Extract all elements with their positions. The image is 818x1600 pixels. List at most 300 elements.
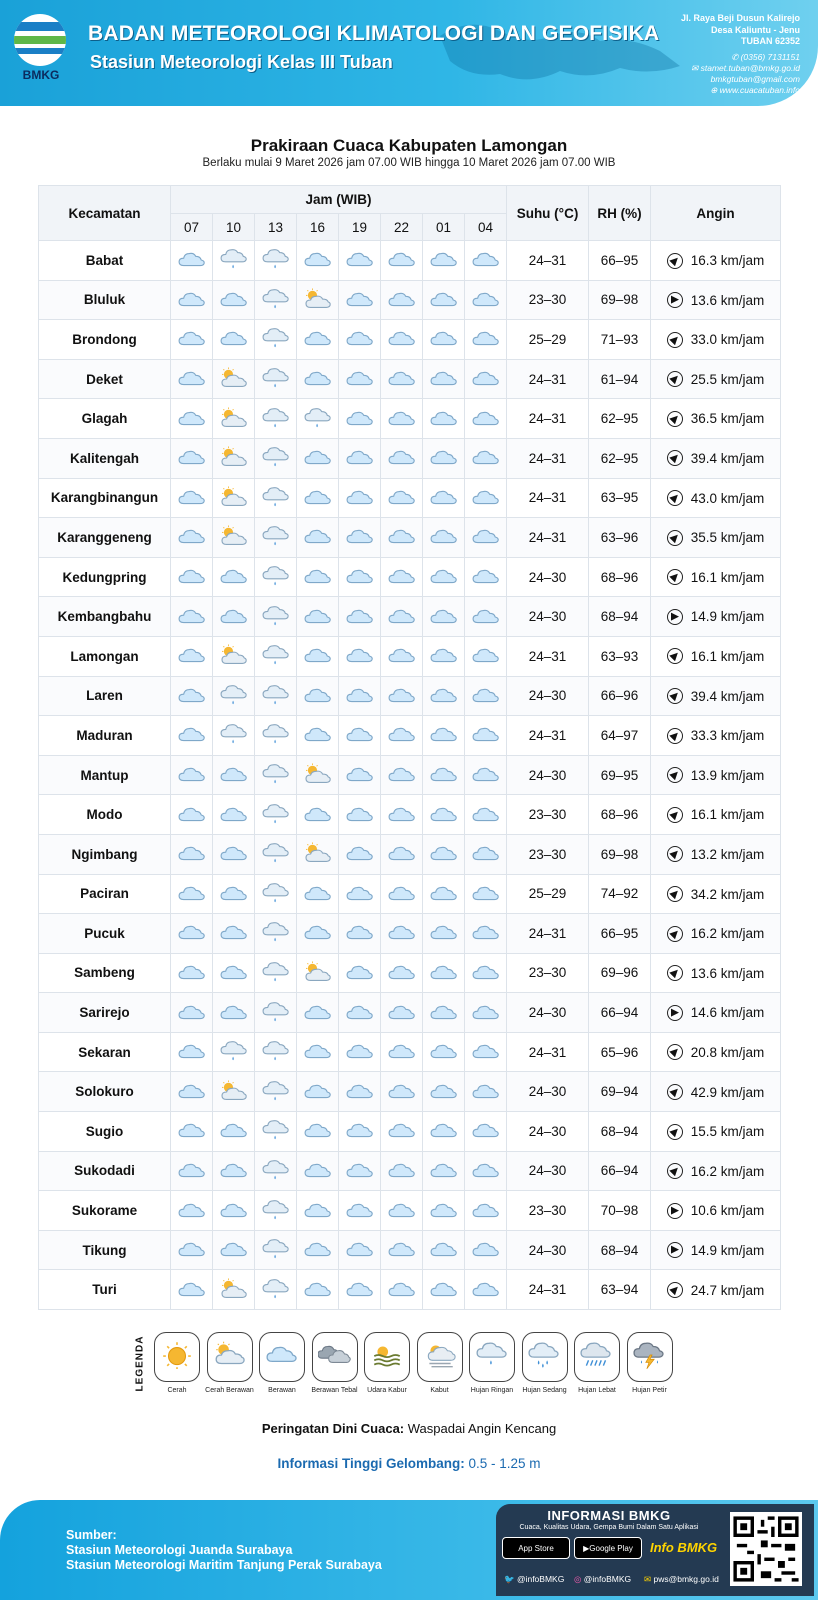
weather-cell — [339, 557, 381, 597]
kecamatan-name: Brondong — [39, 320, 171, 360]
berawan-icon — [423, 446, 464, 470]
weather-cell — [465, 518, 507, 558]
header-angin: Angin — [651, 186, 781, 241]
weather-cell — [381, 1072, 423, 1112]
weather-cell — [339, 1230, 381, 1270]
berawan-icon — [381, 446, 422, 470]
weather-cell — [381, 1270, 423, 1310]
hujan-sedang-icon — [528, 1341, 562, 1374]
header-kecamatan: Kecamatan — [39, 186, 171, 241]
header-suhu: Suhu (°C) — [507, 186, 589, 241]
wind-cell — [651, 795, 781, 835]
table-row — [39, 1230, 781, 1270]
hujan-ringan-icon — [255, 684, 296, 708]
kecamatan-name: Paciran — [39, 874, 171, 914]
weather-cell — [297, 1072, 339, 1112]
cerah-berawan-icon — [213, 446, 254, 470]
wind-cell — [651, 874, 781, 914]
berawan-tebal-icon — [318, 1341, 352, 1374]
kabut-icon — [423, 1341, 457, 1374]
berawan-icon — [171, 803, 212, 827]
humidity-cell: 61–94 — [589, 359, 651, 399]
weather-cell — [255, 399, 297, 439]
weather-cell — [339, 1032, 381, 1072]
berawan-icon — [171, 1040, 212, 1064]
weather-cell — [297, 755, 339, 795]
wave-info: Informasi Tinggi Gelombang: 0.5 - 1.25 m — [277, 1456, 541, 1471]
humidity-cell: 63–96 — [589, 518, 651, 558]
weather-cell — [297, 518, 339, 558]
hujan-ringan-icon — [255, 763, 296, 787]
weather-cell — [465, 1151, 507, 1191]
weather-cell — [255, 1270, 297, 1310]
weather-cell — [465, 953, 507, 993]
temperature-cell: 23–30 — [507, 280, 589, 320]
table-row — [39, 636, 781, 676]
weather-cell — [255, 597, 297, 637]
weather-cell — [255, 914, 297, 954]
wind-cell — [651, 1151, 781, 1191]
cerah-berawan-icon — [297, 288, 338, 312]
temperature-cell: 24–31 — [507, 1270, 589, 1310]
wind-direction-icon — [667, 648, 683, 664]
weather-cell — [423, 399, 465, 439]
berawan-icon — [339, 1040, 380, 1064]
weather-cell — [381, 1112, 423, 1152]
berawan-icon — [339, 327, 380, 351]
weather-cell — [213, 914, 255, 954]
berawan-icon — [297, 921, 338, 945]
weather-cell — [339, 597, 381, 637]
legend-item-label: Berawan Tebal — [311, 1387, 358, 1394]
weather-cell — [297, 676, 339, 716]
weather-cell — [297, 557, 339, 597]
hujan-ringan-icon — [255, 367, 296, 391]
instagram-handle[interactable]: ◎ @infoBMKG — [574, 1574, 632, 1584]
table-row — [39, 1032, 781, 1072]
weather-cell — [213, 676, 255, 716]
weather-cell — [465, 795, 507, 835]
kecamatan-name: Turi — [39, 1270, 171, 1310]
weather-cell — [297, 874, 339, 914]
humidity-cell: 66–95 — [589, 241, 651, 281]
kecamatan-name: Modo — [39, 795, 171, 835]
station-subtitle: Stasiun Meteorologi Kelas III Tuban — [90, 52, 393, 72]
berawan-icon — [339, 1238, 380, 1262]
temperature-cell: 24–31 — [507, 241, 589, 281]
legend-item — [152, 1332, 202, 1394]
berawan-icon — [213, 327, 254, 351]
weather-cell — [213, 636, 255, 676]
hujan-ringan-icon — [255, 486, 296, 510]
temperature-cell: 24–30 — [507, 1112, 589, 1152]
berawan-icon — [213, 921, 254, 945]
wind-cell — [651, 914, 781, 954]
weather-cell — [465, 636, 507, 676]
berawan-icon — [339, 921, 380, 945]
weather-cell — [465, 359, 507, 399]
weather-cell — [423, 1230, 465, 1270]
weather-cell — [213, 874, 255, 914]
hujan-ringan-icon — [213, 723, 254, 747]
weather-cell — [465, 280, 507, 320]
berawan-icon — [171, 684, 212, 708]
berawan-icon — [339, 803, 380, 827]
humidity-cell: 63–93 — [589, 636, 651, 676]
temperature-cell: 24–30 — [507, 1230, 589, 1270]
temperature-cell: 23–30 — [507, 953, 589, 993]
table-row — [39, 478, 781, 518]
wind-speed: 20.8 km/jam — [690, 1044, 765, 1060]
cerah-berawan-icon — [297, 961, 338, 985]
berawan-icon — [465, 525, 506, 549]
info-title: INFORMASI BMKG — [547, 1508, 671, 1523]
temperature-cell: 23–30 — [507, 1191, 589, 1231]
berawan-icon — [381, 921, 422, 945]
kecamatan-name: Tikung — [39, 1230, 171, 1270]
berawan-icon — [213, 1119, 254, 1143]
weather-cell — [255, 1112, 297, 1152]
hujan-ringan-icon — [213, 684, 254, 708]
wind-direction-icon — [667, 411, 683, 427]
hour-header: 04 — [465, 214, 507, 241]
hujan-ringan-icon — [255, 803, 296, 827]
weather-cell — [465, 597, 507, 637]
weather-cell — [171, 874, 213, 914]
weather-cell — [171, 1230, 213, 1270]
email-text-1: ✉ stamet.tuban@bmkg.go.id — [691, 62, 800, 73]
legend-item-label: Udara Kabur — [367, 1387, 407, 1394]
email-contact[interactable]: ✉ pws@bmkg.go.id — [644, 1574, 719, 1584]
kecamatan-name: Kembangbahu — [39, 597, 171, 637]
berawan-icon — [339, 644, 380, 668]
kecamatan-name: Kedungpring — [39, 557, 171, 597]
berawan-icon — [213, 1199, 254, 1223]
wind-direction-icon — [667, 450, 683, 466]
temperature-cell: 24–31 — [507, 438, 589, 478]
weather-cell — [213, 320, 255, 360]
berawan-icon — [339, 1199, 380, 1223]
weather-cell — [255, 438, 297, 478]
weather-cell — [297, 914, 339, 954]
app-store-button[interactable]: App Store — [502, 1537, 570, 1559]
berawan-icon — [171, 605, 212, 629]
hujan-ringan-icon — [255, 565, 296, 589]
wind-speed: 13.6 km/jam — [690, 965, 765, 981]
berawan-icon — [171, 565, 212, 589]
weather-cell — [297, 597, 339, 637]
berawan-icon — [381, 525, 422, 549]
berawan-icon — [465, 446, 506, 470]
wind-direction-icon — [667, 490, 683, 506]
weather-cell — [213, 953, 255, 993]
wind-cell — [651, 1270, 781, 1310]
wind-direction-icon — [667, 1124, 683, 1140]
berawan-icon — [381, 763, 422, 787]
berawan-icon — [297, 882, 338, 906]
weather-cell — [465, 1112, 507, 1152]
berawan-icon — [465, 644, 506, 668]
header-banner — [0, 0, 818, 106]
berawan-icon — [171, 1159, 212, 1183]
weather-cell — [171, 1112, 213, 1152]
weather-cell — [171, 1270, 213, 1310]
weather-cell — [255, 557, 297, 597]
weather-cell — [213, 993, 255, 1033]
kecamatan-name: Sukorame — [39, 1191, 171, 1231]
wind-direction-icon — [667, 609, 683, 625]
weather-cell — [297, 359, 339, 399]
weather-cell — [255, 953, 297, 993]
weather-cell — [297, 438, 339, 478]
weather-cell — [255, 1230, 297, 1270]
temperature-cell: 24–30 — [507, 597, 589, 637]
wind-direction-icon — [667, 371, 683, 387]
weather-cell — [213, 755, 255, 795]
phone-text: ✆ (0356) 7131151 — [731, 51, 800, 62]
hujan-ringan-icon — [255, 327, 296, 351]
kecamatan-name: Bluluk — [39, 280, 171, 320]
weather-cell — [255, 241, 297, 281]
humidity-cell: 68–96 — [589, 557, 651, 597]
wind-cell — [651, 518, 781, 558]
weather-cell — [423, 716, 465, 756]
humidity-cell: 74–92 — [589, 874, 651, 914]
wind-direction-icon — [667, 332, 683, 348]
hour-header: 22 — [381, 214, 423, 241]
weather-cell — [423, 597, 465, 637]
wind-speed: 14.6 km/jam — [690, 1005, 765, 1021]
hujan-ringan-icon — [255, 446, 296, 470]
berawan-icon — [339, 1159, 380, 1183]
kecamatan-name: Mantup — [39, 755, 171, 795]
berawan-icon — [339, 525, 380, 549]
berawan-icon — [213, 565, 254, 589]
wind-speed: 15.5 km/jam — [690, 1124, 765, 1140]
berawan-icon — [297, 446, 338, 470]
cerah-berawan-icon — [213, 644, 254, 668]
temperature-cell: 24–31 — [507, 716, 589, 756]
berawan-icon — [465, 367, 506, 391]
berawan-icon — [213, 763, 254, 787]
berawan-icon — [465, 763, 506, 787]
weather-cell — [297, 1230, 339, 1270]
info-subtitle: Cuaca, Kualitas Udara, Gempa Bumi Dalam Satu Aplikasi — [519, 1524, 699, 1531]
berawan-icon — [423, 1199, 464, 1223]
info-bmkg-app-name: Info BMKG — [650, 1540, 718, 1555]
berawan-icon — [171, 1119, 212, 1143]
berawan-icon — [339, 842, 380, 866]
kecamatan-name: Lamongan — [39, 636, 171, 676]
berawan-icon — [381, 1199, 422, 1223]
twitter-handle[interactable]: 🐦 @infoBMKG — [504, 1574, 565, 1584]
weather-cell — [297, 993, 339, 1033]
berawan-icon — [213, 1001, 254, 1025]
kecamatan-name: Deket — [39, 359, 171, 399]
footer-banner — [0, 1500, 818, 1600]
table-row — [39, 438, 781, 478]
legend-item — [310, 1332, 360, 1394]
berawan-icon — [339, 961, 380, 985]
weather-cell — [297, 280, 339, 320]
weather-cell — [213, 478, 255, 518]
weather-cell — [339, 795, 381, 835]
berawan-icon — [213, 288, 254, 312]
humidity-cell: 70–98 — [589, 1191, 651, 1231]
berawan-icon — [381, 842, 422, 866]
berawan-icon — [297, 1040, 338, 1064]
weather-cell — [465, 874, 507, 914]
berawan-icon — [171, 1001, 212, 1025]
table-row — [39, 914, 781, 954]
weather-cell — [423, 636, 465, 676]
google-play-button[interactable]: ▶ Google Play — [574, 1537, 642, 1559]
hujan-ringan-icon — [255, 1199, 296, 1223]
berawan-icon — [171, 882, 212, 906]
weather-cell — [381, 241, 423, 281]
wind-speed: 16.1 km/jam — [690, 807, 765, 823]
weather-cell — [339, 478, 381, 518]
berawan-icon — [423, 1238, 464, 1262]
berawan-icon — [171, 407, 212, 431]
wind-cell — [651, 320, 781, 360]
wind-speed: 16.2 km/jam — [690, 926, 765, 942]
weather-cell — [213, 399, 255, 439]
wind-direction-icon — [667, 886, 683, 902]
table-row — [39, 280, 781, 320]
weather-cell — [339, 320, 381, 360]
cerah-berawan-icon — [213, 1341, 247, 1374]
berawan-icon — [171, 723, 212, 747]
weather-cell — [381, 597, 423, 637]
weather-cell — [255, 478, 297, 518]
berawan-icon — [423, 763, 464, 787]
weather-cell — [465, 1032, 507, 1072]
weather-cell — [255, 1151, 297, 1191]
berawan-icon — [171, 1199, 212, 1223]
weather-cell — [423, 241, 465, 281]
humidity-cell: 68–94 — [589, 597, 651, 637]
berawan-icon — [423, 961, 464, 985]
station-address: Jl. Raya Beji Dusun Kalirejo Desa Kaliuntu - Jenu TUBAN 62352 ✆ (0356) 7131151 ✉ stamet.tuban@bmkg.go.id bmkgtuban@gmail.com ⊕ www.cuacatuban.info — [680, 13, 800, 95]
hujan-ringan-icon — [255, 1159, 296, 1183]
berawan-icon — [465, 961, 506, 985]
weather-cell — [213, 597, 255, 637]
berawan-icon — [381, 1119, 422, 1143]
table-row — [39, 1112, 781, 1152]
weather-cell — [381, 438, 423, 478]
wind-cell — [651, 834, 781, 874]
wind-cell — [651, 478, 781, 518]
hujan-ringan-icon — [255, 842, 296, 866]
qr-code[interactable] — [730, 1512, 802, 1586]
humidity-cell: 66–94 — [589, 993, 651, 1033]
wind-direction-icon — [667, 569, 683, 585]
cerah-berawan-icon — [213, 407, 254, 431]
legend-item — [572, 1332, 622, 1394]
weather-cell — [381, 518, 423, 558]
wind-direction-icon — [667, 767, 683, 783]
berawan-icon — [171, 1238, 212, 1262]
humidity-cell: 63–95 — [589, 478, 651, 518]
berawan-icon — [297, 1001, 338, 1025]
berawan-icon — [339, 486, 380, 510]
weather-cell — [339, 241, 381, 281]
wind-direction-icon — [667, 688, 683, 704]
indonesia-map-graphic — [430, 6, 690, 96]
hujan-ringan-icon — [255, 1238, 296, 1262]
weather-cell — [297, 795, 339, 835]
berawan-icon — [297, 1119, 338, 1143]
wind-speed: 39.4 km/jam — [690, 450, 765, 466]
kecamatan-name: Laren — [39, 676, 171, 716]
berawan-icon — [171, 367, 212, 391]
legend-item — [520, 1332, 570, 1394]
humidity-cell: 69–98 — [589, 834, 651, 874]
berawan-icon — [339, 1119, 380, 1143]
weather-cell — [339, 1191, 381, 1231]
weather-cell — [255, 834, 297, 874]
humidity-cell: 69–96 — [589, 953, 651, 993]
berawan-icon — [465, 1040, 506, 1064]
weather-cell — [423, 359, 465, 399]
berawan-icon — [423, 684, 464, 708]
weather-cell — [423, 993, 465, 1033]
berawan-icon — [465, 1278, 506, 1302]
weather-cell — [339, 755, 381, 795]
wind-speed: 43.0 km/jam — [690, 490, 765, 506]
hour-header: 01 — [423, 214, 465, 241]
cerah-berawan-icon — [213, 1278, 254, 1302]
berawan-icon — [381, 367, 422, 391]
weather-cell — [381, 914, 423, 954]
page-title: Prakiraan Cuaca Kabupaten Lamongan — [250, 136, 568, 155]
wind-direction-icon — [667, 1242, 683, 1258]
weather-cell — [255, 1072, 297, 1112]
weather-cell — [213, 716, 255, 756]
table-row — [39, 1151, 781, 1191]
weather-cell — [255, 280, 297, 320]
wind-speed: 16.2 km/jam — [690, 1163, 765, 1179]
berawan-icon — [381, 288, 422, 312]
weather-cell — [255, 1032, 297, 1072]
hour-header: 19 — [339, 214, 381, 241]
berawan-icon — [381, 1238, 422, 1262]
berawan-icon — [213, 1159, 254, 1183]
humidity-cell: 63–94 — [589, 1270, 651, 1310]
berawan-icon — [297, 1080, 338, 1104]
weather-cell — [381, 320, 423, 360]
hujan-ringan-icon — [213, 1040, 254, 1064]
berawan-icon — [381, 684, 422, 708]
berawan-icon — [423, 842, 464, 866]
weather-cell — [381, 795, 423, 835]
weather-cell — [339, 359, 381, 399]
wind-cell — [651, 597, 781, 637]
legend-label: LEGENDA — [134, 1335, 146, 1392]
mail-icon: ✉ — [691, 62, 701, 73]
hujan-ringan-icon — [255, 407, 296, 431]
legend-item-label: Hujan Petir — [632, 1387, 667, 1394]
berawan-icon — [339, 367, 380, 391]
weather-cell — [255, 518, 297, 558]
berawan-icon — [465, 1199, 506, 1223]
hour-header: 10 — [213, 214, 255, 241]
weather-cell — [255, 993, 297, 1033]
humidity-cell: 69–94 — [589, 1072, 651, 1112]
berawan-icon — [423, 525, 464, 549]
berawan-icon — [171, 842, 212, 866]
